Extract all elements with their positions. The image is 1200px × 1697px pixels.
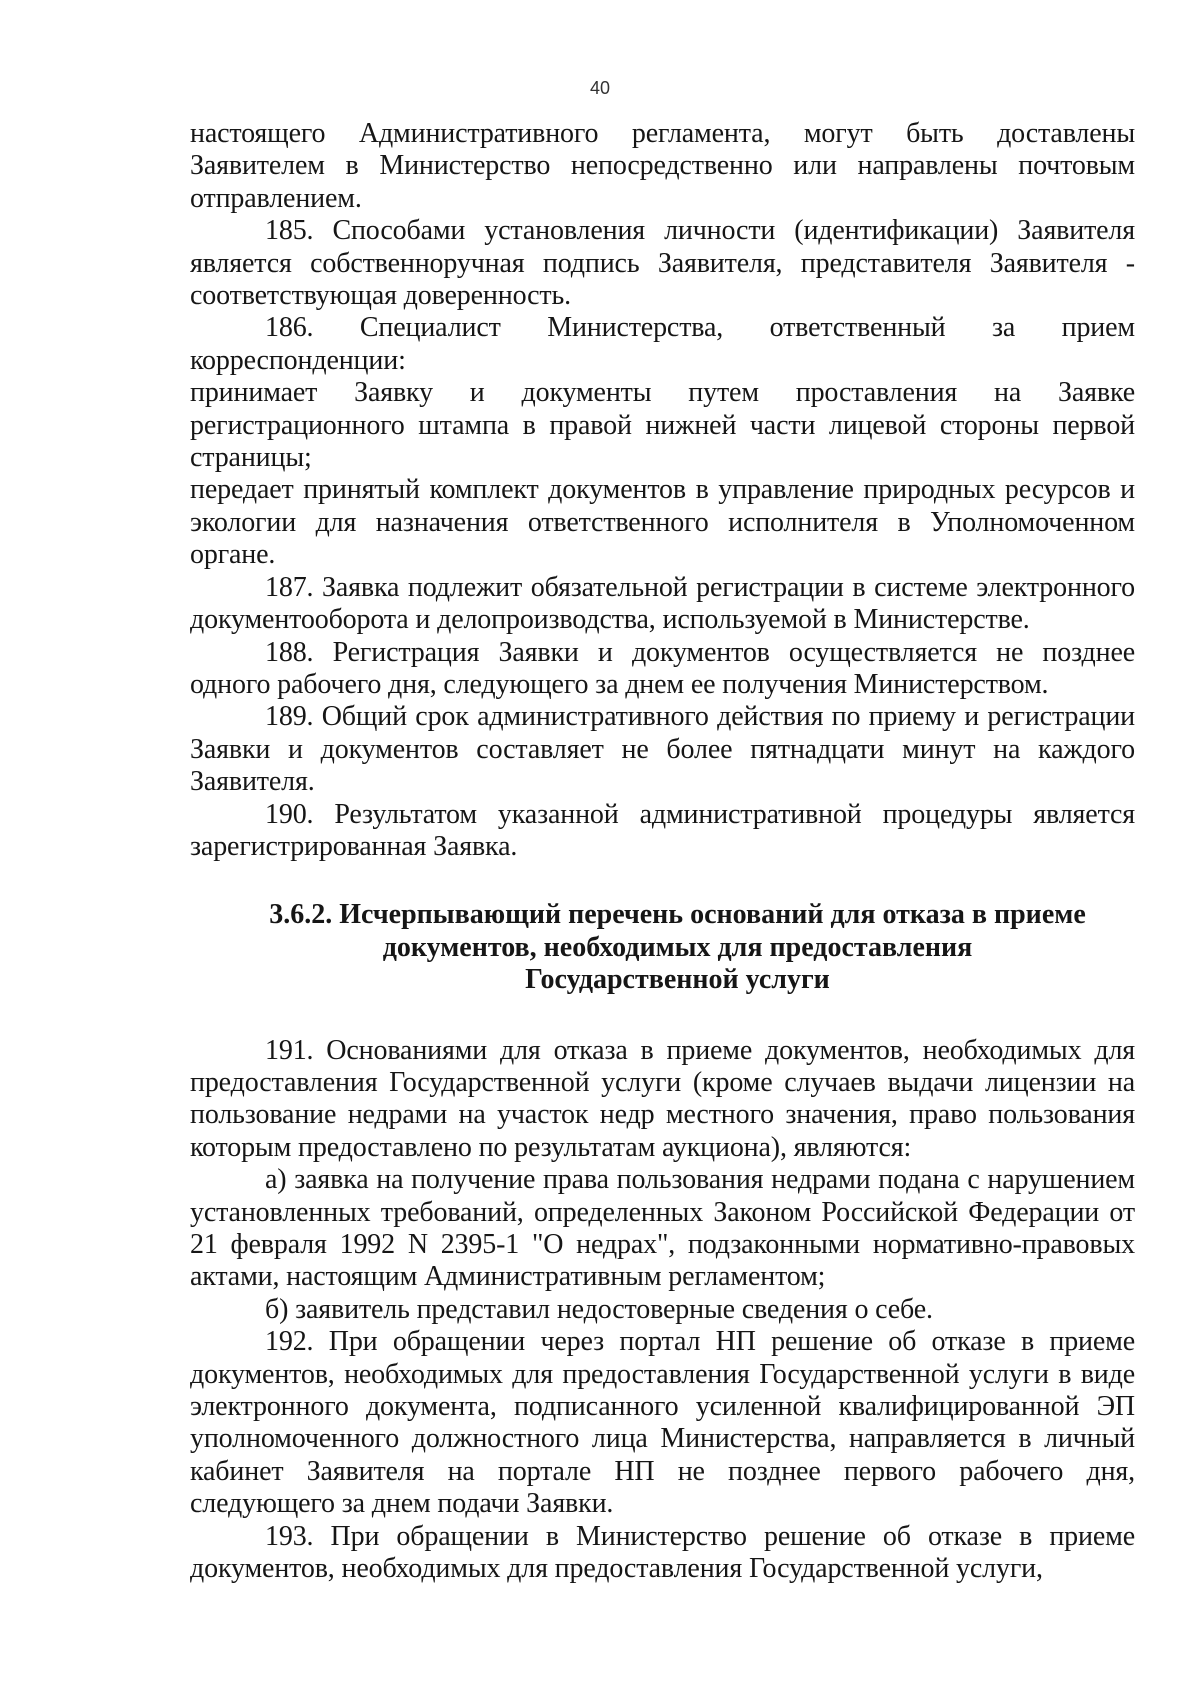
section-heading-line-1: 3.6.2. Исчерпывающий перечень оснований для отказа в приеме	[269, 899, 1086, 931]
paragraph-190: 190. Результатом указанной административной процедуры является зарегистрированная Заявка.	[190, 798, 1135, 862]
section-heading-line-2: документов, необходимых для предоставления	[382, 931, 973, 963]
paragraph-186-item-accept: принимает Заявку и документы путем проставления на Заявке регистрационного штампа в правой нижней части лицевой стороны первой страницы;	[190, 377, 1135, 474]
paragraph-192: 192. При обращении через портал НП решение об отказе в приеме документов, необходимых для предоставления Государственной услуги в виде электронного документа, подписанного усиленной квалифицированной ЭП уполномоченного должностного лица Министерства, направляется в личный кабинет Заявителя на портале НП не позднее первого рабочего дня, следующего за днем подачи Заявки.	[190, 1326, 1135, 1520]
paragraph-186-item-transfer: передает принятый комплект документов в управление природных ресурсов и экологии для назначения ответственного исполнителя в Уполномоченном органе.	[190, 474, 1135, 571]
paragraph-continuation: настоящего Административного регламента, могут быть доставлены Заявителем в Министерство непосредственно или направлены почтовым отправлением.	[190, 118, 1135, 214]
paragraph-188: 188. Регистрация Заявки и документов осуществляется не позднее одного рабочего дня, следующего за днем ее получения Министерством.	[190, 636, 1135, 700]
paragraph-191: 191. Основаниями для отказа в приеме документов, необходимых для предоставления Государственной услуги (кроме случаев выдачи лицензии на пользование недрами на участок недр местного значения, право пользования которым предоставлено по результатам аукциона), являются:	[190, 1034, 1135, 1163]
section-heading	[190, 899, 1135, 996]
document-body	[190, 118, 1135, 1585]
section-heading-line-3: Государственной услуги	[525, 964, 830, 996]
page-number: 40	[589, 78, 611, 98]
paragraph-186: 186. Специалист Министерства, ответственный за прием корреспонденции:	[190, 312, 1135, 376]
paragraph-191-item-b: б) заявитель представил недостоверные сведения о себе.	[265, 1293, 933, 1325]
paragraph-185: 185. Способами установления личности (идентификации) Заявителя является собственноручная подпись Заявителя, представителя Заявителя - соответствующая доверенность.	[190, 215, 1135, 312]
paragraph-191-item-a: а) заявка на получение права пользования недрами подана с нарушением установленных требований, определенных Законом Российской Федерации от 21 февраля 1992 N 2395-1 "О недрах", подзаконными нормативно-правовых актами, настоящим Административным регламентом;	[190, 1164, 1135, 1293]
paragraph-189: 189. Общий срок административного действия по приему и регистрации Заявки и документов составляет не более пятнадцати минут на каждого Заявителя.	[190, 701, 1135, 798]
paragraph-187: 187. Заявка подлежит обязательной регистрации в системе электронного документооборота и делопроизводства, используемой в Министерстве.	[190, 571, 1135, 636]
paragraph-193: 193. При обращении в Министерство решение об отказе в приеме документов, необходимых для предоставления Государственной услуги,	[190, 1520, 1135, 1585]
